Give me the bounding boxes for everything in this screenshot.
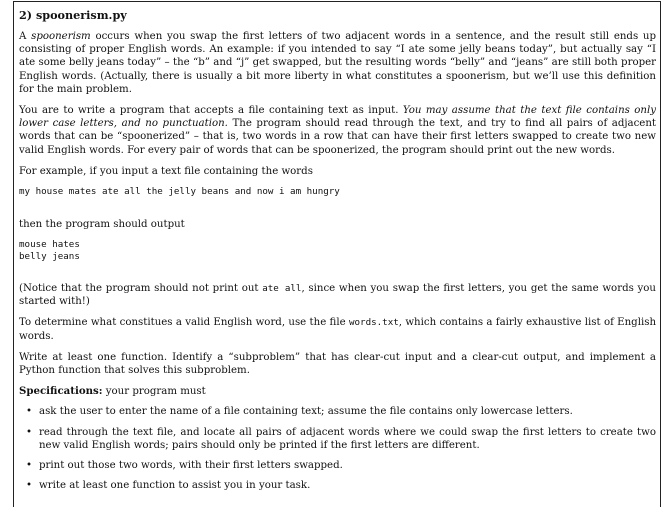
text-span: The program should read through the text, and try to find all pairs of adjacent words that can be “spoonerized” – that is, two words in a row that can have their first letters swapped to create two new valid English words. For every pair of words that can be spoonerized, the program should print out the new words.: [19, 118, 656, 156]
text-span: You are to write a program that accepts a file containing text as input.: [19, 105, 403, 117]
text-span: , since when you swap the first letters, you get the same words you started with!): [19, 283, 656, 308]
problem-title: 2) spoonerism.py: [19, 8, 127, 22]
text-span: your program must: [102, 386, 206, 398]
paragraph-function: Write at least one function. Identify a “subproblem” that has clear-cut input and a clear-cut output, and implement a Python function that solves this subproblem.: [19, 351, 656, 377]
list-item: • print out those two words, with their first letters swapped.: [39, 459, 656, 472]
paragraph-output-intro: then the program should output: [19, 218, 185, 230]
assumption-italic: You may assume that the text file contains only lower case letters, and no punctuation.: [19, 105, 656, 130]
paragraph-notice: [19, 282, 656, 308]
paragraph-example-intro: For example, if you input a text file containing the words: [19, 165, 313, 177]
specifications-heading: [19, 385, 656, 398]
specifications-label: Specifications:: [19, 385, 103, 398]
paragraph-task: [19, 104, 656, 157]
text-span: A: [19, 31, 32, 42]
list-item: • read through the text file, and locate all pairs of adjacent words where we could swap the first letters to create two new valid English words; pairs should only be printed if the first letters are different.: [39, 426, 656, 452]
document-content: [19, 0, 656, 499]
paragraph-wordlist: [19, 316, 656, 342]
list-item: • ask the user to enter the name of a file containing text; assume the file contains only lowercase letters.: [39, 405, 656, 418]
inline-code-ate-all: ate all: [262, 283, 302, 295]
text-span: To determine what constitues a valid English word, use the file: [19, 317, 349, 329]
frame-left-rule: [13, 1, 14, 507]
list-item: • write at least one function to assist you in your task.: [39, 479, 656, 492]
text-span: occurs when you swap the first letters of two adjacent words in a sentence, and the result still ends up consisting of proper English words. An example: if you intended to say “I ate some jelly beans today”, but actually say “I ate some belly jeans today” – the “b” and “j” get swapped, but the resulting words “belly” and “jeans” are still both proper English words. (Actually, there is usually a bit more liberty in what constitutes a spoonerism, but we’ll use this definition for the main problem.: [19, 31, 656, 95]
frame-right-rule: [660, 1, 661, 507]
term-spoonerism: spoonerism: [31, 31, 91, 42]
text-span: (Notice that the program should not print out: [19, 283, 263, 295]
example-input-code: my house mates ate all the jelly beans and now i am hungry: [19, 186, 340, 198]
specifications-list: [19, 405, 656, 492]
text-span: , which contains a fairly exhaustive list of English words.: [19, 317, 657, 342]
example-output-code: mouse hates belly jeans: [19, 238, 80, 263]
paragraph-definition: [19, 30, 656, 96]
inline-code-words-file: words.txt: [348, 317, 399, 329]
